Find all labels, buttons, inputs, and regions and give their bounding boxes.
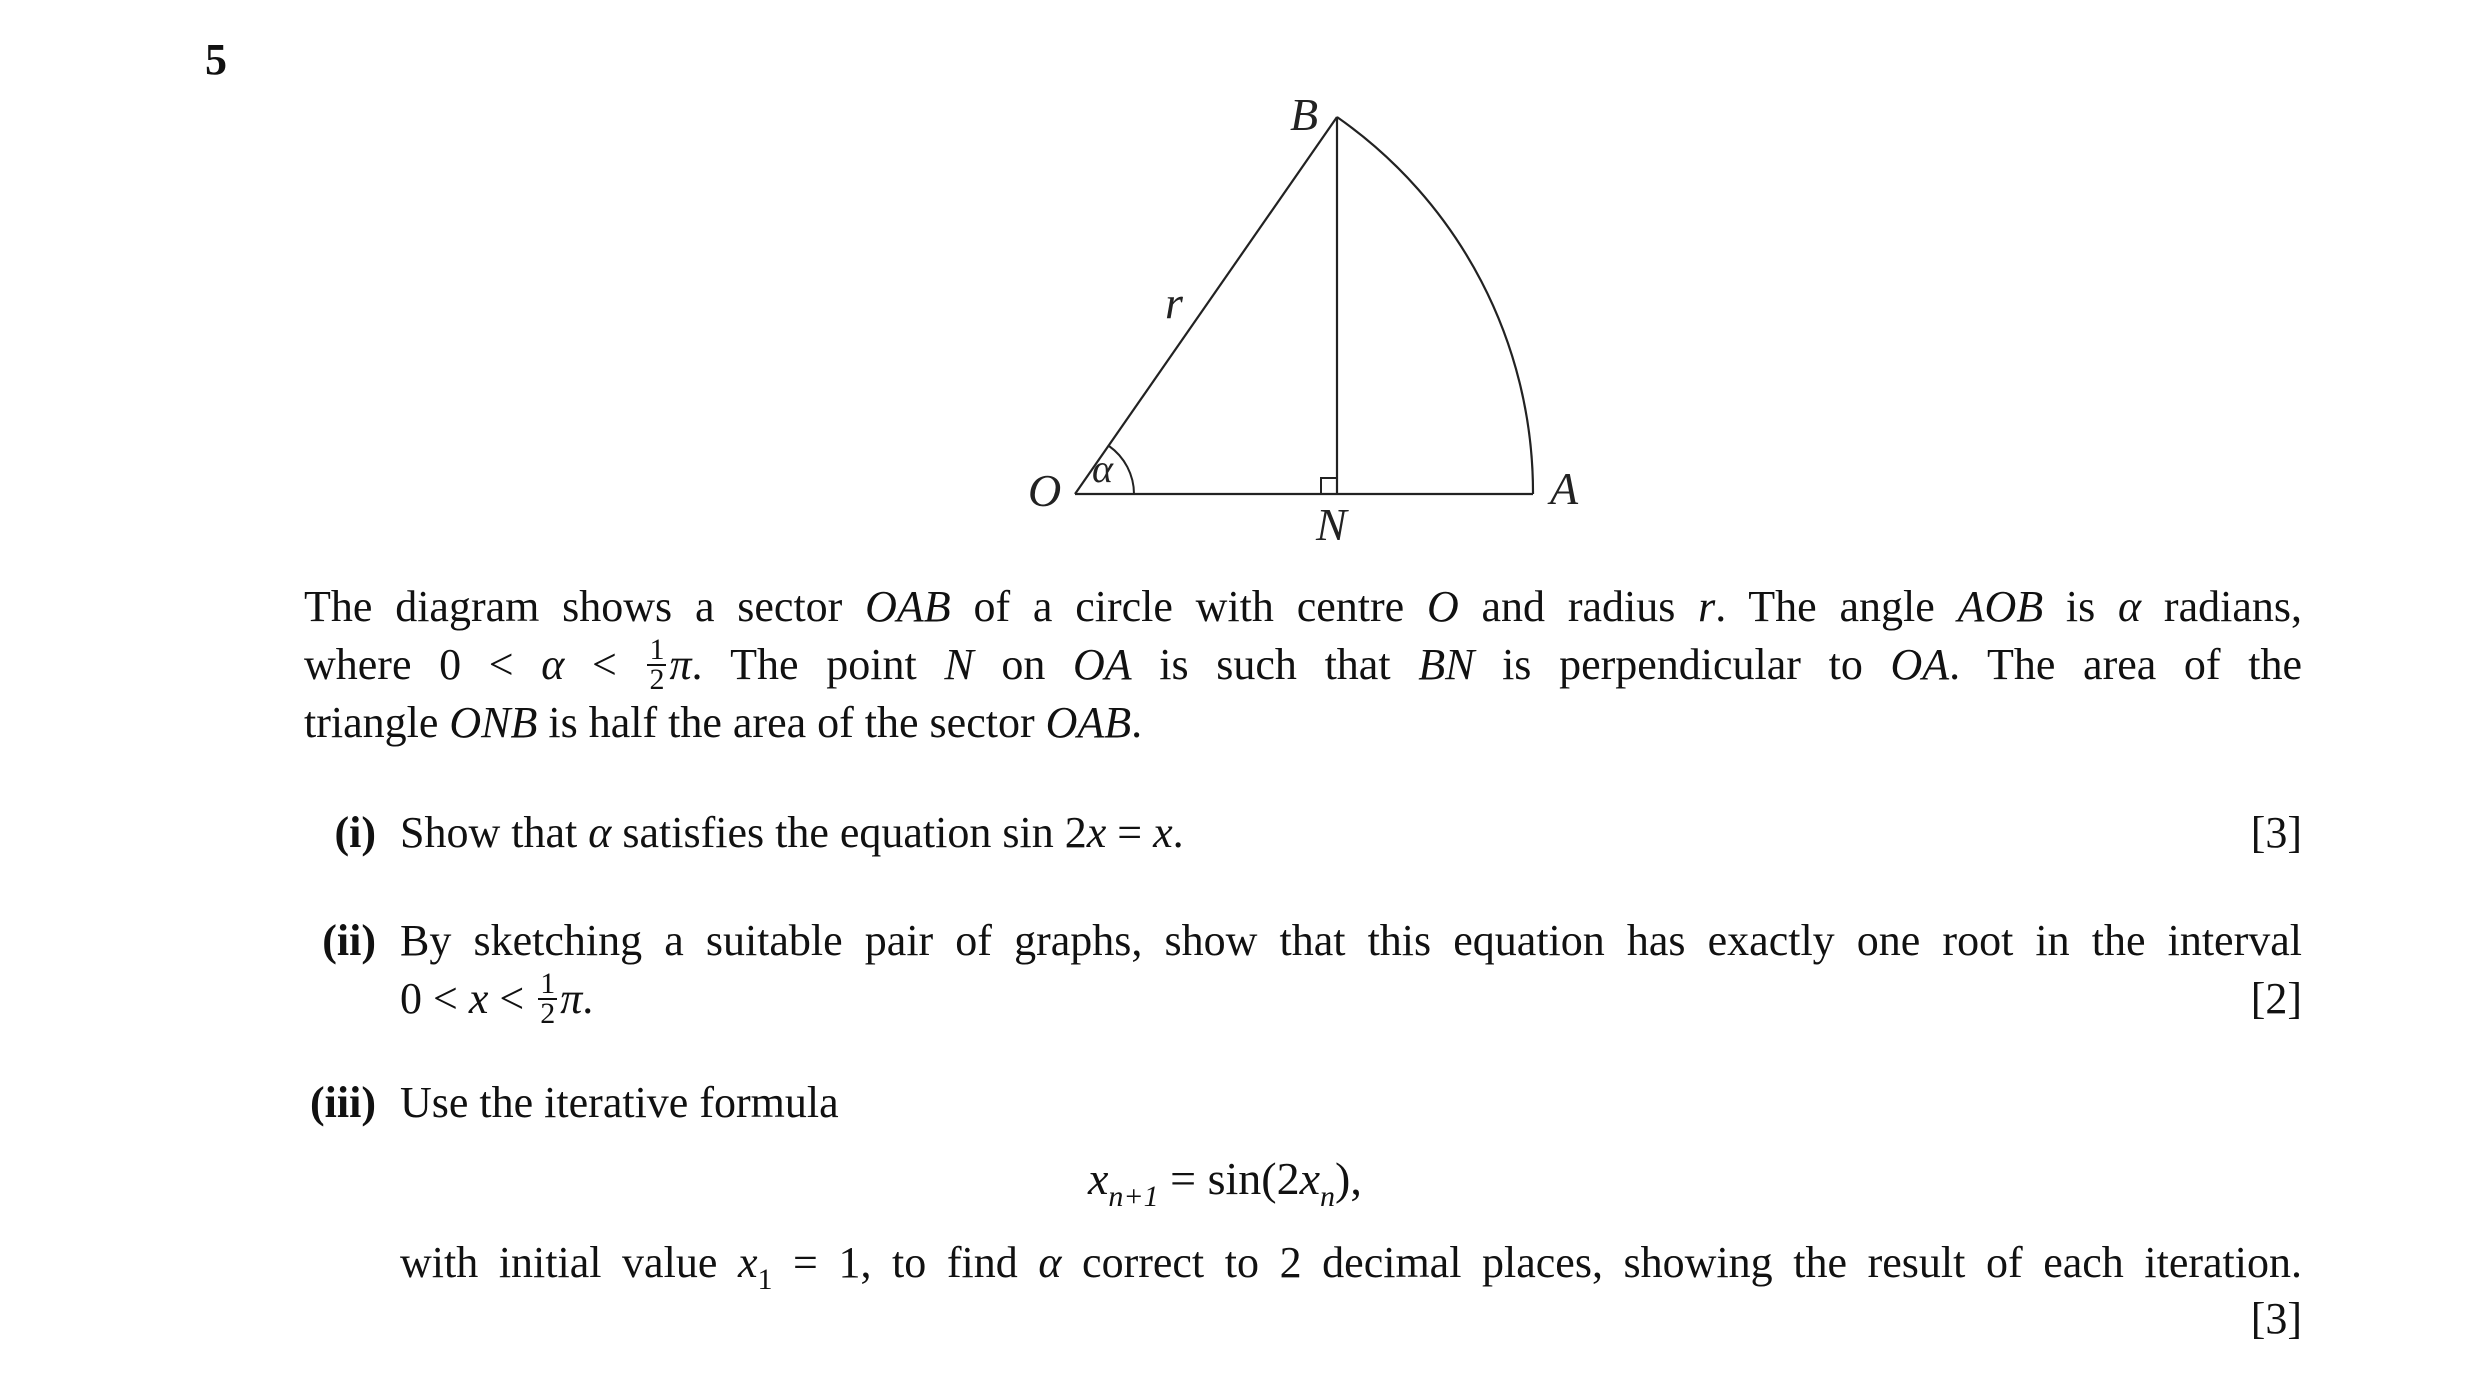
part-ii-line-1: By sketching a suitable pair of graphs, show that this equation has exactly one root in the interval [400,916,2302,965]
line-ob [1075,117,1337,494]
right-angle-marker [1321,478,1337,494]
part-iii-line-1: Use the iterative formula [400,1078,839,1127]
part-i-label: (i) [334,808,376,857]
intro-line-2: where 0 < α < $\frac{1}{2}$ π. The point N on OA is such that BN is perpendicular to OA. The area of the [304,632,2302,696]
arc-ab [1337,117,1533,494]
part-iii-line-3: with initial value $x_1 = 1$, to find α correct to 2 decimal places, showing the result of each iteration. [400,1238,2302,1296]
part-iii-label: (iii) [310,1078,376,1127]
part-ii-marks: [2] [2250,974,2302,1023]
fraction-half: $\frac{1}{2}$ [540,966,556,1030]
part-i-text: Show that α satisfies the equation sin 2x = x. [400,808,1184,857]
label-alpha: α [1092,446,1113,491]
intro-line-1: The diagram shows a sector OAB of a circle with centre O and radius r. The angle AOB is α radians, [304,582,2302,631]
part-iii-marks: [3] [2250,1294,2302,1343]
fraction-half: $\frac{1}{2}$ [649,632,665,696]
label-o: O [1028,465,1062,516]
part-ii-label: (ii) [322,916,376,965]
intro-paragraph [304,578,2302,752]
label-a: A [1550,463,1579,514]
sector-diagram [0,0,2480,600]
label-r: r [1165,277,1183,328]
iterative-formula: $x_{n+1} = \sin(2x_n)$, [1088,1153,1362,1213]
label-b: B [1290,89,1319,140]
part-ii-line-2: 0 < x < $\frac{1}{2}$ π. [400,966,594,1030]
intro-line-3: triangle ONB is half the area of the sector OAB. [304,698,1143,747]
part-i-marks: [3] [2250,808,2302,857]
label-n: N [1316,499,1347,550]
question-number: 5 [205,35,227,84]
